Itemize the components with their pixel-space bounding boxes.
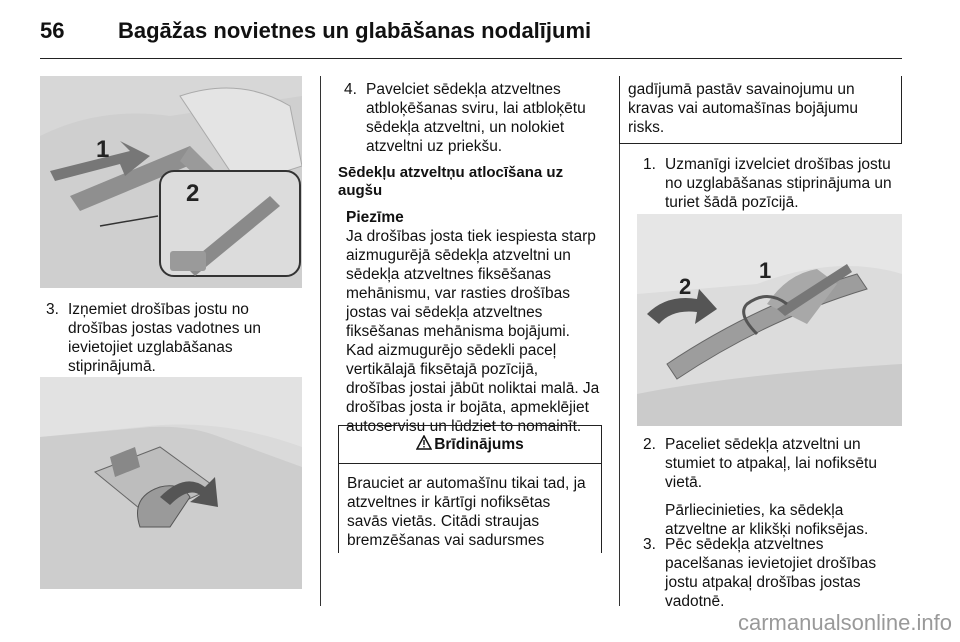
heading-line: augšu [338, 182, 383, 199]
column-divider-2 [619, 76, 620, 606]
text-line: kravas vai automašīnas bojājumu [628, 100, 859, 117]
figure-seatbelt-storage [40, 377, 302, 589]
text-line: stiprinājumā. [68, 358, 156, 375]
text-line: Izņemiet drošības jostu no [68, 301, 249, 318]
page-number: 56 [40, 18, 65, 43]
text-line: aizmugurējā sēdekļa atzveltni un [346, 247, 571, 264]
warning-box [338, 425, 602, 553]
warning-triangle-icon [416, 435, 432, 455]
step-text [665, 155, 892, 212]
text-line: savās vietās. Citādi straujas [347, 513, 540, 530]
text-line: drošības jostai jābūt noliktai malā. Ja [346, 380, 600, 397]
figure-callout-2: 2 [186, 180, 200, 207]
figure-seatbelt-guide [40, 76, 302, 288]
step-number: 4. [344, 81, 357, 98]
text-line: Pavelciet sēdekļa atzveltnes [366, 81, 561, 98]
warning-continuation [619, 76, 902, 144]
text-line: Ja drošības josta tiek iespiesta starp [346, 228, 596, 245]
text-line: vertikālajā fiksētajā pozīcijā, [346, 361, 539, 378]
page-title: Bagāžas novietnes un glabāšanas nodalījumi [118, 18, 592, 43]
step-number: 2. [643, 436, 656, 453]
text-line: atbloķēšanas sviru, lai atbloķētu [366, 100, 586, 117]
watermark: carmanualsonline.info [737, 610, 952, 635]
figure-callout-1: 1 [759, 258, 772, 283]
text-line: Uzmanīgi izvelciet drošības jostu [665, 156, 891, 173]
text-line: Paceliet sēdekļa atzveltni un [665, 436, 861, 453]
figure-callout-2: 2 [679, 274, 692, 299]
text-line: atzveltne ar klikšķi nofiksējas. [665, 521, 869, 538]
text-line: autoservisu un lūdziet to nomainīt. [346, 418, 582, 435]
spacer [665, 492, 877, 501]
step-text [665, 535, 876, 611]
header-rule [40, 58, 902, 59]
warning-body [339, 464, 601, 550]
text-line: turiet šādā pozīcijā. [665, 194, 799, 211]
text-line: jostas vai sēdekļa atzveltnes [346, 304, 543, 321]
text-line: bremzēšanas vai sadursmes [347, 532, 545, 549]
step-number: 3. [46, 301, 59, 318]
text-line: risks. [628, 119, 665, 136]
text-line: ievietojiet uzglabāšanas [68, 339, 233, 356]
note-label: Piezīme [346, 209, 404, 226]
column-divider-1 [320, 76, 321, 606]
figure-seat-raise [637, 214, 902, 426]
text-line: gadījumā pastāv savainojumu un [628, 81, 855, 98]
text-line: pacelšanas ievietojiet drošības [665, 555, 877, 572]
warning-header [339, 426, 601, 464]
step-number: 1. [643, 156, 656, 173]
text-line: vietā. [665, 474, 703, 491]
text-line: atzveltnes ir kārtīgi nofiksētas [347, 494, 551, 511]
text-line: jostu atpakaļ drošības jostas [665, 574, 861, 591]
step-text [366, 80, 586, 156]
text-line: mehānismu, var rasties drošības [346, 285, 570, 302]
warning-title: Brīdinājums [434, 435, 524, 453]
text-line: stumiet to atpakaļ, lai nofiksētu [665, 455, 877, 472]
step-text [68, 300, 261, 376]
text-line: Kad aizmugurējo sēdekli paceļ [346, 342, 557, 359]
text-line: drošības josta ir bojāta, apmeklējiet [346, 399, 589, 416]
page-header [40, 18, 902, 58]
text-line: atzveltni uz priekšu. [366, 138, 503, 155]
text-line: vadotnē. [665, 593, 725, 610]
step-number: 3. [643, 536, 656, 553]
text-line: drošības jostas vadotnes un [68, 320, 262, 337]
text-line: sēdekļa atzveltni, un nolokiet [366, 119, 565, 136]
note-block [346, 208, 608, 436]
text-line: Brauciet ar automašīnu tikai tad, ja [347, 475, 586, 492]
section-heading [338, 164, 608, 200]
text-line: no uzglabāšanas stiprinājuma un [665, 175, 892, 192]
text-line: Pārliecinieties, ka sēdekļa [665, 502, 844, 519]
text-line: fiksēšanas mehānisma bojājumi. [346, 323, 570, 340]
step-text [665, 435, 877, 539]
heading-line: Sēdekļu atzveltņu atlocīšana uz [338, 164, 564, 181]
figure-callout-1: 1 [96, 136, 110, 163]
text-line: Pēc sēdekļa atzveltnes [665, 536, 824, 553]
text-line: sēdekļa atzveltnes fiksēšanas [346, 266, 552, 283]
